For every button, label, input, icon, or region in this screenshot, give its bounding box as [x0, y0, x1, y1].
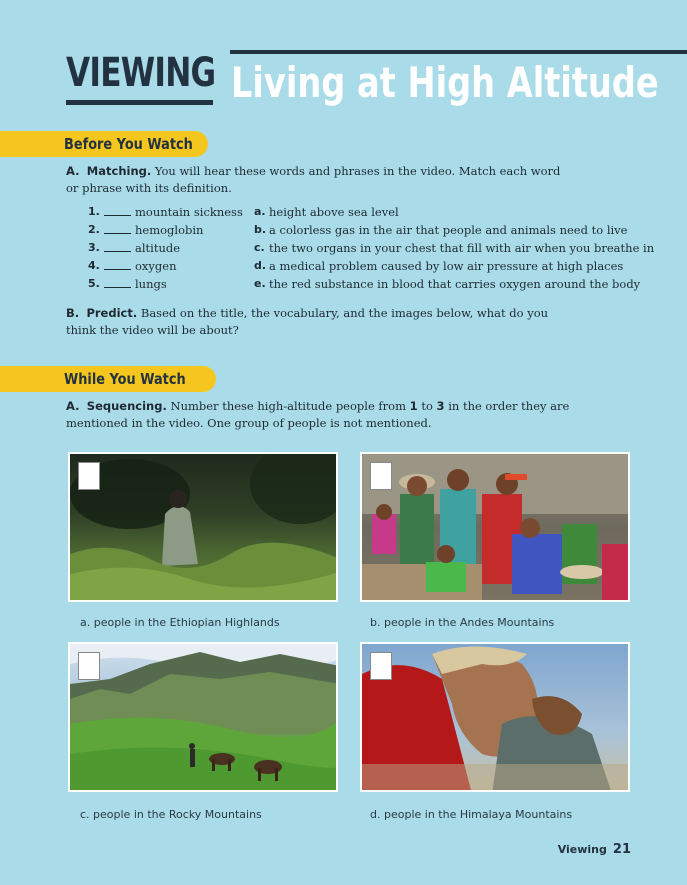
item-heading: Predict.: [86, 306, 138, 320]
term-text: mountain sickness: [135, 205, 243, 219]
term-row: [104, 241, 180, 255]
page-title: Living at High Altitude: [231, 58, 659, 107]
definition-letter: b.: [254, 223, 267, 236]
matching-instructions: [66, 163, 576, 197]
term-text: oxygen: [135, 259, 177, 273]
term-number: 2.: [88, 223, 100, 236]
item-text: to: [421, 399, 433, 413]
term-row: [104, 223, 203, 237]
item-text: Based on the title, the vocabulary, and the images below, what do you think the video will be about?: [66, 306, 549, 337]
sequence-number-box[interactable]: [78, 462, 100, 490]
item-text: Number these high-altitude people from: [170, 399, 406, 413]
item-text: You will hear these words and phrases in the video. Match each word or phrase with its definition.: [66, 164, 561, 195]
definition-text: height above sea level: [269, 205, 399, 219]
tab-label: Before You Watch: [64, 135, 193, 153]
number-one: 1: [409, 399, 418, 413]
tab-label: While You Watch: [64, 370, 186, 388]
item-letter: A.: [66, 399, 80, 413]
photo-illustration: [70, 454, 338, 602]
term-number: 5.: [88, 277, 100, 290]
definition-text: the two organs in your chest that fill with air when you breathe in: [269, 241, 655, 255]
term-row: [104, 277, 167, 291]
term-number: 3.: [88, 241, 100, 254]
sequence-number-box[interactable]: [370, 652, 392, 680]
section-underline: [66, 100, 213, 105]
answer-blank[interactable]: [104, 223, 131, 234]
photo-ethiopian-highlands: [68, 452, 338, 602]
item-heading: Sequencing.: [86, 399, 167, 413]
tab-before-you-watch: [0, 131, 208, 157]
footer-label: Viewing: [557, 843, 607, 856]
definition-text: a colorless gas in the air that people and animals need to live: [269, 223, 628, 237]
section-label: VIEWING: [66, 50, 216, 96]
definition-text: a medical problem caused by low air pressure at high places: [269, 259, 624, 273]
page-number: 21: [612, 842, 631, 857]
answer-blank[interactable]: [104, 205, 131, 216]
definition-text: the red substance in blood that carries oxygen around the body: [269, 277, 641, 291]
term-number: 1.: [88, 205, 100, 218]
definition-letter: c.: [254, 241, 265, 254]
term-row: [104, 259, 176, 273]
item-heading: Matching.: [86, 164, 152, 178]
item-letter: A.: [66, 164, 80, 178]
sequencing-instructions: [66, 398, 576, 432]
term-number: 4.: [88, 259, 100, 272]
item-text: in the order they are mentioned in the video. One group of people is not mentioned.: [66, 399, 570, 430]
definition-letter: e.: [254, 277, 266, 290]
term-text: lungs: [135, 277, 167, 291]
answer-blank[interactable]: [104, 277, 131, 288]
caption-d: d. people in the Himalaya Mountains: [370, 808, 573, 821]
answer-blank[interactable]: [104, 259, 131, 270]
photo-illustration: [362, 454, 630, 602]
predict-instructions: [66, 305, 566, 339]
number-three: 3: [436, 399, 445, 413]
photo-rocky-mountains: [68, 642, 338, 792]
tab-while-you-watch: [0, 366, 216, 392]
definition-letter: d.: [254, 259, 267, 272]
caption-b: b. people in the Andes Mountains: [370, 616, 555, 629]
photo-himalaya-mountains: [360, 642, 630, 792]
item-letter: B.: [66, 306, 80, 320]
definition-letter: a.: [254, 205, 266, 218]
photo-illustration: [362, 644, 630, 792]
page-footer: [558, 842, 631, 857]
term-text: hemoglobin: [135, 223, 204, 237]
term-text: altitude: [135, 241, 181, 255]
sequence-number-box[interactable]: [78, 652, 100, 680]
caption-a: a. people in the Ethiopian Highlands: [80, 616, 280, 629]
sequence-number-box[interactable]: [370, 462, 392, 490]
header-rule: [230, 50, 687, 54]
caption-c: c. people in the Rocky Mountains: [80, 808, 262, 821]
photo-andes-mountains: [360, 452, 630, 602]
answer-blank[interactable]: [104, 241, 131, 252]
term-row: [104, 205, 243, 219]
photo-illustration: [70, 644, 338, 792]
